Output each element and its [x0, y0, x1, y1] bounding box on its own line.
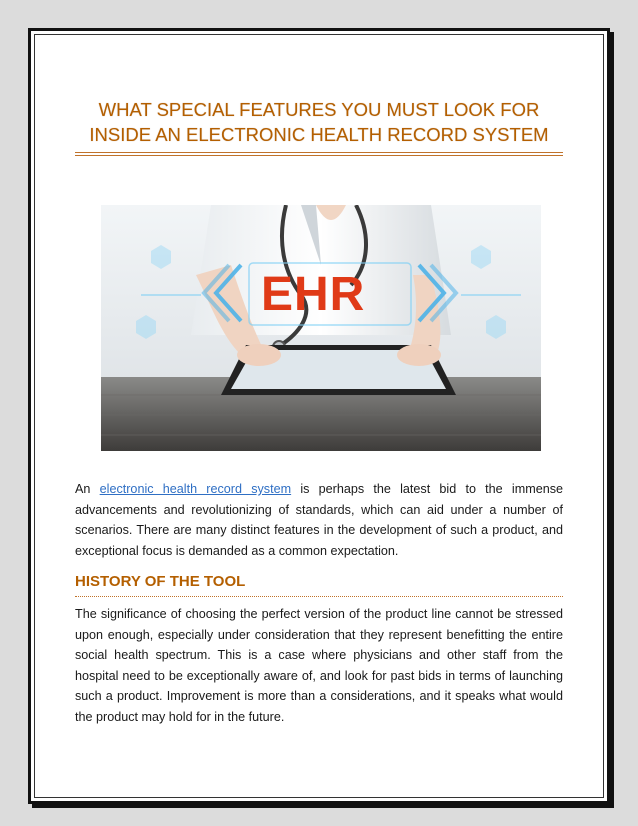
- ehr-label: EHR: [261, 268, 366, 321]
- section-underline: [75, 596, 563, 597]
- ehr-illustration: [101, 205, 541, 451]
- document-title: [71, 97, 567, 147]
- document-page: [28, 28, 610, 804]
- title-underline-secondary: [75, 155, 563, 156]
- intro-suffix: is perhaps the latest bid to the immense advancements and revolutionizing of standards, which can aid under a number of scenarios. There are many distinct features in the development of such a product, and exceptional focus is demanded as a common expectation.: [75, 482, 564, 558]
- intro-paragraph: [75, 479, 563, 561]
- title-underline: [75, 152, 563, 153]
- ehr-hero-image: [101, 205, 541, 451]
- title-line-2: INSIDE AN ELECTRONIC HEALTH RECORD SYSTEM: [89, 124, 549, 145]
- history-paragraph: The significance of choosing the perfect version of the product line cannot be stressed upon enough, especially under consideration that they represent benefitting the entire social health spectrum. This is a case where physicians and other staff from the hospital need to be exceptionally aware of, and look for past bids in terms of launching such a product. Improvement is more than a considerations, and it speaks what would the product may hold for in the future.: [75, 607, 563, 724]
- section-heading-history: HISTORY OF THE TOOL: [75, 573, 246, 590]
- title-line-1: WHAT SPECIAL FEATURES YOU MUST LOOK FOR: [98, 99, 540, 120]
- ehr-system-link[interactable]: electronic health record system: [99, 482, 292, 496]
- intro-prefix: An: [75, 482, 100, 496]
